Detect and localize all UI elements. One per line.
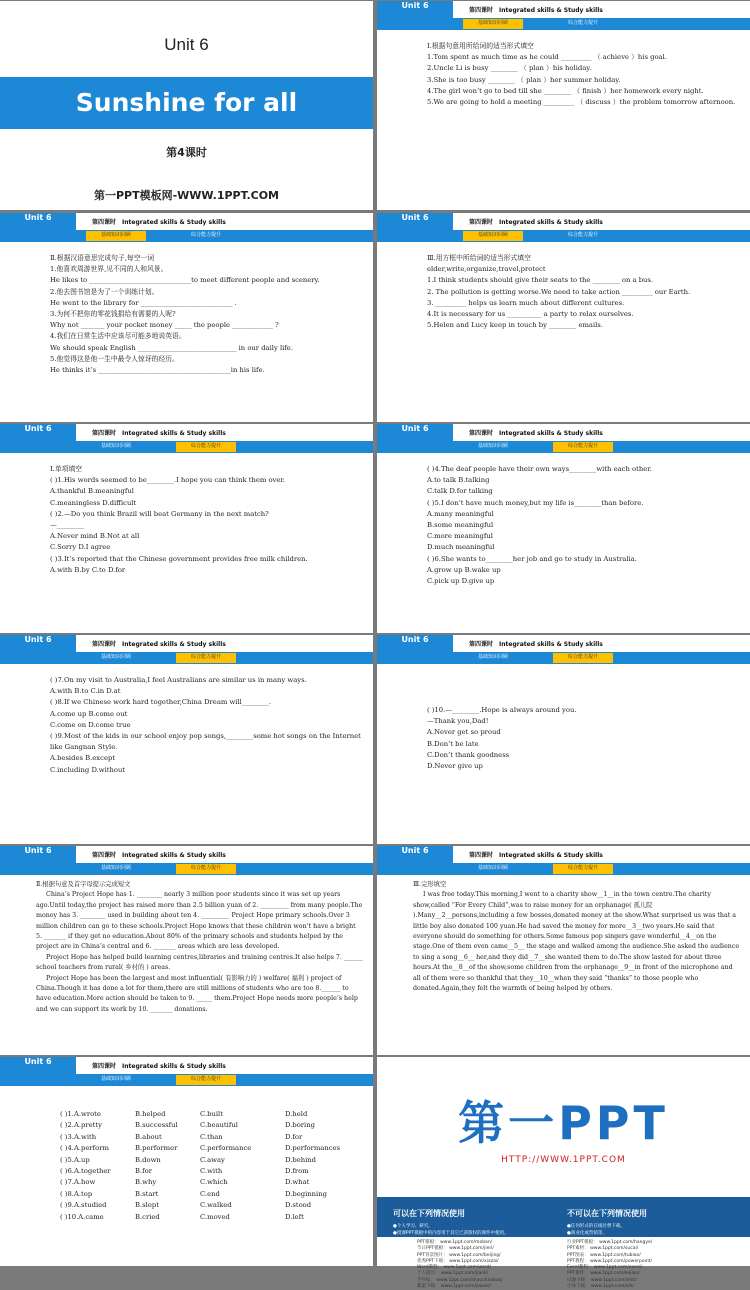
lesson-name: 第四课时 [92,430,117,437]
tab-ability-improve[interactable]: 综合能力提升 [176,653,236,663]
slide-header [0,1057,373,1100]
site-link[interactable]: PPT教程： www.1ppt.com/powerpoint/ [567,1258,652,1264]
site-link[interactable]: Excel教程： www.1ppt.com/excel/ [567,1265,643,1271]
text-line: elder,write,organize,travel,protect [427,265,546,274]
option-cell: ( )5.A.up [60,1155,90,1164]
option-cell: D.behind [285,1155,317,1164]
site-link[interactable]: 优秀PPT下载： www.1ppt.com/xiazai/ [417,1258,499,1264]
logo-text: 第一PPT [458,1096,669,1150]
title-slide [0,1,373,210]
text-line: ( )5.I don’t have much money,but my life is________than before. [427,498,644,507]
text-line: A.besides B.except [50,754,116,763]
lesson-name: 第四课时 [469,430,494,437]
option-row [60,1200,363,1211]
option-cell: C.moved [200,1212,230,1221]
slide-body [427,705,740,772]
text-line: A.come up B.come out [50,709,128,718]
text-line: He likes to ______________________________to meet different people and scenery. [50,276,320,285]
option-cell: B.down [135,1155,161,1164]
option-cell: ( )7.A.how [60,1178,96,1187]
unit-label: Unit 6 [24,635,52,644]
unit-label: Unit 6 [24,424,52,433]
tab-strip [453,863,750,889]
text-line: A.grow up B.wake up [427,565,501,574]
page-number: -10- [732,883,742,889]
exercise-slide [0,213,373,422]
option-row [60,1177,363,1188]
text-line: 4.我们在日常生活中应该尽可能多地说英语。 [50,332,186,341]
page-number: -11- [355,1094,365,1100]
tab-strip [76,652,373,678]
allowed-title: 可以在下列情况使用 [393,1209,465,1218]
tab-basic-review[interactable]: 基础知识回顾 [477,865,508,871]
promo-slide [377,1057,750,1290]
exercise-slide [0,846,373,1055]
option-cell: C.than [200,1132,223,1141]
text-line: ( )9.Most of the kids in our school enjoy pop songs,________some hot songs on the Internet like Gangnan Style. [50,732,361,752]
text-line: Project Hope has been the largest and most influential( 有影响力的 ) welfare( 福利 ) project of China.Though it has done a lot for them,there are still millions of students who are too 8.______ to have education.More action should be taken to 9. _____ them.Project Hope needs more people’s help and we can support its work by 10. _______ donations. [36,974,358,1013]
option-cell: C.away [200,1155,225,1164]
tab-strip [76,1074,373,1100]
site-link[interactable]: 试题下载： www.1ppt.com/shiti/ [567,1277,637,1283]
unit-label: Unit 6 [24,213,52,222]
tab-basic-review[interactable]: 基础知识回顾 [100,1076,131,1082]
option-cell: D.left [285,1212,304,1221]
lesson-name: 第四课时 [92,219,117,226]
forbidden-title: 不可以在下列情况使用 [567,1209,647,1218]
tab-strip [453,18,750,44]
lesson-title [86,850,226,859]
option-cell: D.boring [285,1121,315,1130]
unit-label: Unit 6 [401,213,429,222]
site-link[interactable]: PPT背景图片： www.1ppt.com/beijing/ [417,1252,501,1258]
tab-basic-review[interactable]: 基础知识回顾 [463,19,523,29]
option-cell: B.for [135,1167,153,1176]
course-name: Integrated skills & Study skills [122,852,226,859]
tab-basic-review[interactable]: 基础知识回顾 [477,654,508,660]
site-link[interactable]: 行业PPT模板： www.1ppt.com/hangye/ [567,1240,653,1245]
tab-strip [76,230,373,256]
forbidden-item: ●任何形式的在线付费下载。 [567,1224,625,1229]
unit-heading: Unit 6 [164,35,209,54]
text-line: China’s Project Hope has 1. ________ nearly 3 million poor students since it was set up years ago.Until today,the project has raised more than 2.5 billion yuan of 2. _________ from many people.The money has 3. ________ used in building about ten 4. _________ Project Hope primary schools.Over 3 million children can go to these schools.Project Hope knows that these children won’t have a bright 5. _______ if they get no education.About 80% of the primary schools and students helped by the project are in China’s central and 6. _______ areas which are less developed. [36,891,363,951]
slide-body [50,675,363,776]
main-title: Sunshine for all [0,77,373,129]
text-line: C.come on D.come true [50,720,131,729]
unit-label: Unit 6 [24,1057,52,1066]
tab-ability-improve[interactable]: 综合能力提升 [176,442,236,452]
allowed-item: ●个人学习、研究。 [393,1224,433,1229]
text-line: Project Hope has helped build learning centres,libraries and training centres.It also helps 7. ______ school teachers from rural( 乡村的 ) areas. [36,953,363,972]
link-column-left [417,1240,503,1290]
text-line: 5.他觉得这是他一生中最令人惊讶的经历。 [50,354,179,363]
option-row [60,1132,363,1143]
slide-body [427,253,740,331]
option-cell: B.slept [135,1201,159,1210]
text-line: B.Don’t be late [427,739,479,748]
lesson-title [463,850,603,859]
text-line: Ⅱ.根据汉语意思完成句子,每空一词 [50,254,155,262]
page-number: -3- [358,250,365,256]
lesson-title [86,639,226,648]
text-line: D.Never give up [427,762,483,771]
lesson-title [463,428,603,437]
option-row [60,1143,363,1154]
text-line: C.pick up D.give up [427,577,495,586]
text-line: —Thank you,Dad! [427,717,489,726]
unit-label: Unit 6 [401,846,429,855]
page-number: -4- [735,250,742,256]
tab-ability-improve[interactable]: 综合能力提升 [176,1075,236,1085]
unit-label: Unit 6 [401,1,429,10]
option-cell: B.start [135,1189,159,1198]
text-line: ( )3.It’s reported that the Chinese government provides free milk children. [50,554,308,563]
exercise-slide [377,1,750,210]
tab-ability-improve[interactable]: 综合能力提升 [190,232,221,238]
option-cell: D.performances [285,1144,341,1153]
option-cell: D.held [285,1110,308,1118]
option-cell: ( )2.A.pretty [60,1121,102,1130]
option-cell: B.cried [135,1212,160,1221]
option-cell: B.about [135,1132,162,1141]
text-line: 1.他喜欢周游世界,见不同的人和风景。 [50,265,168,274]
page-number: -9- [358,883,365,889]
option-row [60,1109,363,1120]
site-link[interactable]: PPT课件： www.1ppt.com/kejian/ [567,1271,640,1277]
lesson-name: 第四课时 [92,1063,117,1070]
option-cell: ( )8.A.top [60,1189,93,1198]
lesson-name: 第四课时 [469,852,494,859]
course-name: Integrated skills & Study skills [499,852,603,859]
slide-header [0,424,373,467]
site-link[interactable]: 教案下载： www.1ppt.com/jiaoan/ [417,1284,492,1290]
tab-basic-review[interactable]: 基础知识回顾 [477,443,508,449]
text-line: A.to talk B.talking [427,476,490,485]
page-number: -7- [358,672,365,678]
option-cell: B.helped [135,1110,166,1118]
tab-basic-review[interactable]: 基础知识回顾 [100,654,131,660]
option-cell: D.from [285,1167,309,1176]
text-line: C.Don’t thank goodness [427,750,510,759]
option-cell: ( )4.A.perform [60,1144,109,1153]
option-row [60,1120,363,1131]
option-row [60,1189,363,1200]
text-line: Ⅱ.根据句意及首字母提示完成短文 [36,881,131,888]
lesson-name: 第四课时 [92,852,117,859]
exercise-slide [377,635,750,844]
logo-url: HTTP://WWW.1PPT.COM [501,1155,626,1165]
text-line: 3.为何不把你的零花钱捐给有需要的人呢? [50,310,176,319]
text-line: C.Sorry D.I agree [50,543,111,552]
link-column-right [567,1240,652,1290]
option-row [60,1166,363,1177]
course-name: Integrated skills & Study skills [122,641,226,648]
option-cell: D.what [285,1178,310,1187]
slide-body [427,464,740,587]
course-name: Integrated skills & Study skills [122,219,226,226]
forbidden-column [567,1201,742,1237]
text-line: ( )10.—________.Hope is always around you. [427,706,577,714]
unit-label: Unit 6 [401,424,429,433]
site-label: 第一PPT模板网-WWW.1PPT.COM [93,189,280,202]
text-line: A.with B.by C.to D.for [50,565,126,574]
slide-body [50,464,363,576]
text-line: 5.We are going to hold a meeting _________ （ discuss ）the problem tomorrow afternoon. [427,98,736,107]
site-link[interactable]: PPT模板： www.1ppt.com/moban/ [417,1240,493,1245]
site-link[interactable]: 个人简历： www.1ppt.com/jianli/ [417,1271,489,1277]
text-line: 4.The girl won’t go to bed till she ________ （ finish ）her homework every night. [427,86,704,95]
text-line: 3. _________ helps us learn much about different cultures. [427,298,625,307]
slide-body [60,1109,363,1223]
site-link[interactable]: 手抄报： www.1ppt.com/shouchaobao/ [417,1277,503,1283]
site-link[interactable]: 节日PPT模板： www.1ppt.com/jieri/ [417,1246,494,1252]
text-line: C.meaningless D.difficult [50,498,137,507]
tab-ability-improve[interactable]: 综合能力提升 [553,864,613,874]
exercise-slide [0,424,373,633]
option-cell: C.built [200,1110,223,1118]
text-line: A.thankful B.meaningful [50,487,134,496]
text-line: 2.Uncle Li is busy ________ （ plan ）his holiday. [427,64,592,73]
option-cell: C.which [200,1178,228,1187]
option-cell: D.stood [285,1201,312,1210]
option-cell: B.performer [135,1144,178,1153]
text-line: ( )2.—Do you think Brazil will beat Germany in the next match? [50,509,269,518]
tab-strip [76,441,373,467]
site-link[interactable]: 字体下载： www.1ppt.com/ziti/ [567,1284,635,1290]
page-number: -5- [358,461,365,467]
lesson-name: 第四课时 [469,219,494,226]
text-line: Ⅰ.单项填空 [50,465,83,473]
tab-basic-review[interactable]: 基础知识回顾 [86,231,146,241]
option-cell: C.beautiful [200,1121,238,1130]
tab-basic-review[interactable]: 基础知识回顾 [463,231,523,241]
lesson-name: 第四课时 [92,641,117,648]
text-line: C.more meaningful [427,532,493,541]
text-line: Ⅰ.根据句意用所给词的适当形式填空 [427,42,534,50]
course-name: Integrated skills & Study skills [499,219,603,226]
tab-basic-review[interactable]: 基础知识回顾 [100,865,131,871]
option-cell: C.walked [200,1201,232,1210]
lesson-label: 第4课时 [166,146,207,159]
option-cell: ( )10.A.came [60,1212,104,1221]
option-cell: D.for [285,1132,303,1141]
text-line: ( )4.The deaf people have their own ways________with each other. [427,465,652,473]
text-line: 3.She is too busy ________ （ plan ）her summer holiday. [427,75,621,84]
text-line: ( )6.She wants to________her job and go to study in Australia. [427,554,637,563]
text-line: Ⅲ.用方框中所给词的适当形式填空 [427,254,531,262]
slide-header [377,635,750,678]
slide-body [427,41,740,108]
site-link[interactable]: PPT图表： www.1ppt.com/tubiao/ [567,1252,641,1258]
page-number: -2- [735,38,742,44]
link-list [377,1237,750,1290]
slide-header [0,213,373,256]
exercise-slide [377,424,750,633]
text-line: —________ [50,521,84,530]
text-line: A.with B.to C.in D.at [50,687,121,696]
option-cell: ( )9.A.studied [60,1201,107,1210]
text-line: A.Never mind B.Not at all [50,532,140,541]
lesson-title [463,5,603,14]
lesson-title [86,217,226,226]
option-cell: ( )1.A.wrote [60,1110,101,1118]
forbidden-item: ●商业化或营销等。 [567,1231,607,1236]
logo-area [377,1057,750,1197]
tab-ability-improve[interactable]: 综合能力提升 [553,442,613,452]
text-line: Ⅲ.完形填空 [413,881,447,888]
text-line: 2.他去图书馆是为了一个训练计划。 [50,287,159,296]
text-line: D.much meaningful [427,543,495,552]
text-line: ( )8.If we Chinese work hard together,China Dream will________. [50,698,272,707]
allowed-column [393,1201,568,1237]
option-cell: C.with [200,1167,223,1176]
lesson-title [86,1061,226,1070]
unit-label: Unit 6 [24,846,52,855]
text-line: B.some meaningful [427,521,494,530]
course-name: Integrated skills & Study skills [499,641,603,648]
tab-ability-improve[interactable]: 综合能力提升 [176,864,236,874]
exercise-slide [0,635,373,844]
option-cell: ( )6.A.together [60,1167,111,1176]
text-line: Why not _______ your pocket money _____ the people ____________ ? [50,321,279,330]
text-line: A.Never get so proud [427,728,501,737]
text-line: We should speak English _____________________________ in our daily life. [50,343,293,352]
tab-ability-improve[interactable]: 综合能力提升 [567,20,598,26]
text-line: ( )1.His words seemed to be________.I hope you can think them over. [50,476,286,485]
allowed-items [393,1223,568,1237]
tab-ability-improve[interactable]: 综合能力提升 [567,232,598,238]
allowed-item: ●授课PPT模板中的内容用于其它已获版权的课件中使用。 [393,1231,509,1236]
tab-strip [453,441,750,467]
option-row [60,1155,363,1166]
site-link[interactable]: Word教程： www.1ppt.com/word/ [417,1265,492,1271]
course-name: Integrated skills & Study skills [122,1063,226,1070]
text-line: 4.It is necessary for us __________ a party to relax ourselves. [427,310,634,319]
lesson-title [463,639,603,648]
text-line: C.talk D.for talking [427,487,493,496]
text-line: 5.Helen and Lucy keep in touch by ________ emails. [427,321,603,330]
option-cell: B.successful [135,1121,178,1130]
slide-header [0,635,373,678]
slide-header [377,424,750,467]
option-cell: C.end [200,1189,220,1198]
slide-body [36,880,363,1015]
option-row [60,1212,363,1223]
lesson-name: 第四课时 [469,7,494,14]
page-number: -8- [735,672,742,678]
slide-header [377,213,750,256]
option-cell: D.beginning [285,1189,327,1198]
unit-label: Unit 6 [401,635,429,644]
slide-body [413,880,740,994]
option-cell: B.why [135,1178,157,1187]
text-line: A.many meaningful [427,509,494,518]
course-name: Integrated skills & Study skills [499,430,603,437]
site-link[interactable]: PPT素材： www.1ppt.com/sucai/ [567,1246,639,1252]
text-line: He thinks it’s _______________________________________in his life. [50,366,265,375]
option-cell: ( )3.A.with [60,1132,97,1141]
lesson-title [86,428,226,437]
text-line: I was free today.This morning,I went to a charity show__1__in the town centre.The charity show,called “For Every Child”,was to raise money for an orphanage( 孤儿院 ).Many__2__persons,including a few bosses,donated money at the show.What surprised us was that a little boy also donated 100 yuan.He had saved the money for more__3__two years.He said that everyone should do something for others.Some famous pop singers gave wonderful__4__on the stage.One of them even came__5__ the stage and walked among the audience.She asked the audience to sing a song__6__ her,and they did__7__she wanted them to do.The show lasted for about three hours.At the__8__of the show,some children from the orphanage__9__in front of the microphone and all of them were so thankful that they__10__when they said “thanks” to those people who donated.Again,they felt the warmth of being helped by others. [413,891,740,993]
course-name: Integrated skills & Study skills [499,7,603,14]
slide-body [50,253,363,376]
lesson-title [463,217,603,226]
exercise-slide [377,846,750,1055]
tab-basic-review[interactable]: 基础知识回顾 [100,443,131,449]
text-line: He went to the library for ___________________________ . [50,298,237,307]
tab-ability-improve[interactable]: 综合能力提升 [553,653,613,663]
text-line: 1.I think students should give their seats to the ________ on a bus. [427,276,654,285]
slide-header [377,1,750,44]
option-cell: C.performance [200,1144,252,1153]
tab-strip [453,230,750,256]
text-line: ( )7.On my visit to Australia,I feel Australians are similar us in many ways. [50,676,307,684]
tab-strip [453,652,750,678]
exercise-slide [377,213,750,422]
lesson-name: 第四课时 [469,641,494,648]
exercise-slide [0,1057,373,1266]
text-line: 2. The pollution is getting worse.We need to take action _________ our Earth. [427,287,691,296]
page-number: -6- [735,461,742,467]
course-name: Integrated skills & Study skills [122,430,226,437]
forbidden-items [567,1223,742,1237]
text-line: 1.Tom spent as much time as he could _________ （ achieve ）his goal. [427,53,667,62]
text-line: C.including D.without [50,765,126,774]
